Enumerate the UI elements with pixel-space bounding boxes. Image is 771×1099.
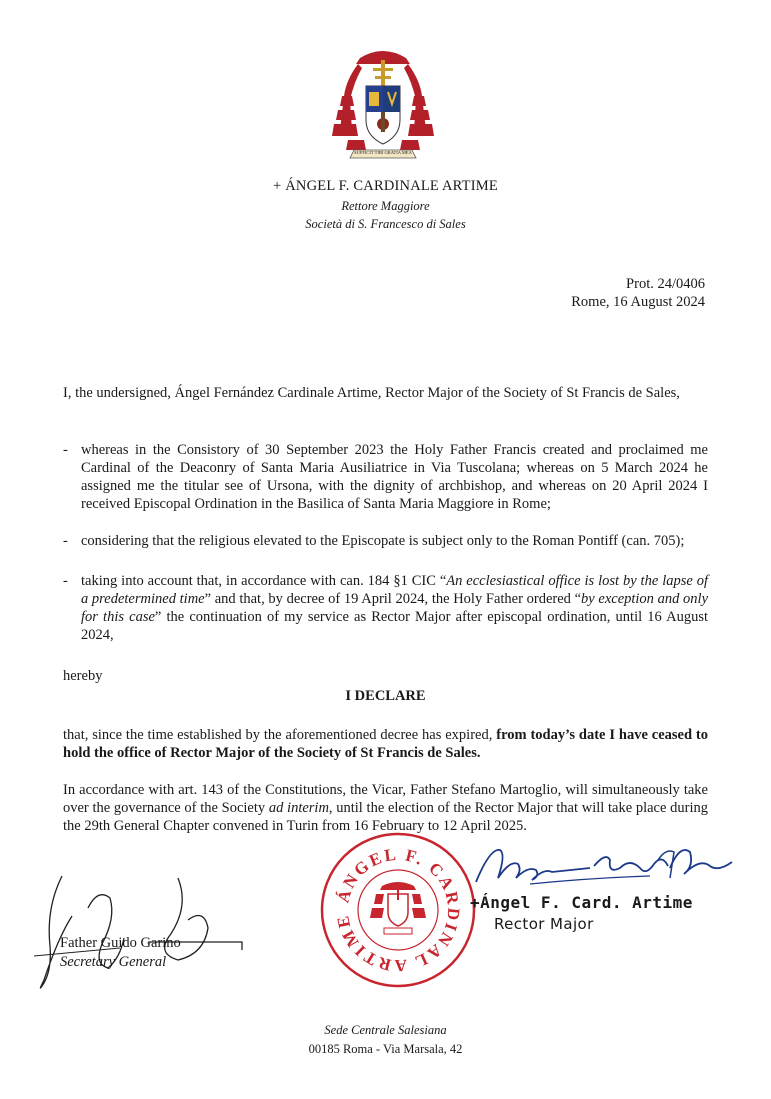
role-title: Rettore Maggiore: [341, 199, 430, 213]
stamp-ring-text: ÁNGEL F. CARDINAL ARTIME: [332, 844, 464, 976]
governance-text: In accordance with art. 143 of the Constitutions, the Vicar, Father Stefano Martoglio, will simultaneously take over the governance of the Society: [63, 782, 708, 816]
ad-interim-text: ad interim: [268, 800, 329, 816]
coat-of-arms-logo: [330, 40, 436, 168]
motto-ribbon-text: SUFFICIT TIBI GRATIA MEA: [354, 150, 412, 155]
declaration-bold-text: from today’s date I have ceased to hold the office of Rector Major of the Society of St Francis de Sales.: [63, 727, 708, 761]
secretary-signature: [28, 868, 258, 993]
declaration-text: that, since the time established by the aforementioned decree has expired,: [63, 727, 497, 743]
hereby-text: hereby: [63, 668, 103, 684]
footer-address: 00185 Roma - Via Marsala, 42: [308, 1042, 463, 1056]
protocol-number: Prot. 24/0406: [626, 276, 705, 292]
list-item: [63, 441, 708, 513]
secretary-name: Father Guido Garino: [60, 935, 181, 951]
bullet-text: considering that the religious elevated to the Episcopate is subject only to the Roman Pontiff (can. 705);: [81, 533, 685, 549]
place-date: Rome, 16 August 2024: [571, 294, 705, 310]
rector-title: Rector Major: [494, 915, 594, 933]
intro-paragraph: I, the undersigned, Ángel Fernández Cardinale Artime, Rector Major of the Society of St Francis de Sales,: [63, 385, 680, 401]
rector-printed-name: +Ángel F. Card. Artime: [470, 893, 693, 912]
bullet-text: [81, 572, 708, 644]
cardinal-name: + ÁNGEL F. CARDINALE ARTIME: [273, 178, 498, 194]
society-name: Società di S. Francesco di Sales: [305, 217, 466, 231]
list-item: [63, 532, 708, 550]
rector-signature: [470, 838, 740, 898]
bullet-text: whereas in the Consistory of 30 September 2023 the Holy Father Francis created and proclaimed me Cardinal of the Deaconry of Santa Maria Ausiliatrice in Via Tuscolana; whereas on 5 March 2024 he assigned me the titular see of Ursona, with the dignity of archbishop, and whereas on 20 April 2024 I received Episcopal Ordination in the Basilica of Santa Maria Maggiore in Rome;: [81, 442, 708, 512]
list-item: [63, 572, 708, 644]
bullet-dash: -: [63, 573, 68, 589]
cardinal-seal-stamp: [318, 830, 478, 990]
svg-text:ÁNGEL F. CARDINAL ARTIME: [333, 845, 464, 975]
secretary-title: Secretary General: [60, 954, 167, 970]
bullet-text-part: ” and that, by decree of 19 April 2024, the Holy Father ordered “: [204, 591, 582, 607]
governance-text-end: , until the election of the Rector Major that will take place during the 29th General Chapter convened in Turin from 16 February to 12 April 2025.: [63, 800, 708, 834]
bullet-quote: by exception and only for this case: [81, 591, 709, 625]
governance-paragraph: [63, 781, 708, 835]
bullet-quote: An ecclesiastical office is lost by the lapse of a predetermined time: [81, 573, 708, 607]
bullet-dash: -: [63, 442, 68, 458]
footer-office: Sede Centrale Salesiana: [324, 1023, 447, 1037]
declaration-paragraph: [63, 726, 708, 762]
bullet-text-part: taking into account that, in accordance with can. 184 §1 CIC “: [81, 573, 447, 589]
bullet-dash: -: [63, 533, 68, 549]
declare-heading: I DECLARE: [345, 688, 426, 704]
bullet-text-part: ” the continuation of my service as Rector Major after episcopal ordination, until 16 August 2024,: [81, 609, 709, 643]
